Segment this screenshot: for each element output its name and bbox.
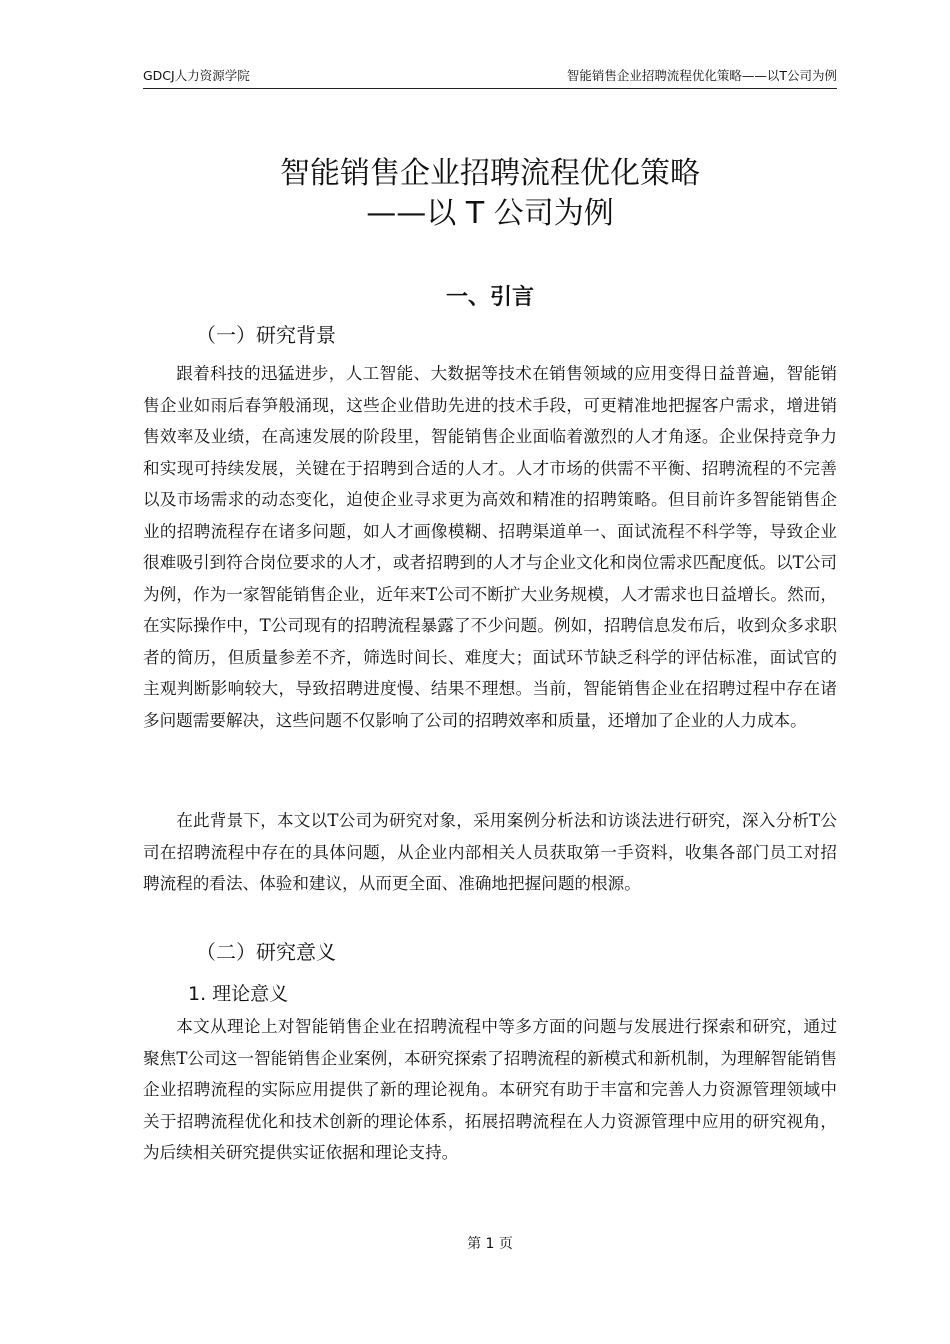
header-institution: GDCJ人力资源学院 <box>143 68 250 83</box>
paragraph-background-1: 跟着科技的迅猛进步，人工智能、大数据等技术在销售领域的应用变得日益普遍，智能销售企业如雨后春笋般涌现，这些企业借助先进的技术手段，可更精准地把握客户需求，增进销售效率及业绩，在高速发展的阶段里，智能销售企业面临着激烈的人才角逐。企业保持竞争力和实现可持续发展，关键在于招聘到合适的人才。人才市场的供需不平衡、招聘流程的不完善以及市场需求的动态变化，迫使企业寻求更为高效和精准的招聘策略。但目前许多智能销售企业的招聘流程存在诸多问题，如人才画像模糊、招聘渠道单一、面试流程不科学等，导致企业很难吸引到符合岗位要求的人才，或者招聘到的人才与企业文化和岗位需求匹配度低。以T公司为例，作为一家智能销售企业，近年来T公司不断扩大业务规模，人才需求也日益增长。然而，在实际操作中，T公司现有的招聘流程暴露了不少问题。例如，招聘信息发布后，收到众多求职者的简历，但质量参差不齐，筛选时间长、难度大；面试环节缺乏科学的评估标准，面试官的主观判断影响较大，导致招聘进度慢、结果不理想。当前，智能销售企业在招聘过程中存在诸多问题需要解决，这些问题不仅影响了公司的招聘效率和质量，还增加了企业的人力成本。 <box>143 364 837 730</box>
subheading-research-background: （一）研究背景 <box>196 323 336 347</box>
document-title <box>143 154 837 234</box>
title-line-2: ——以 T 公司为例 <box>366 196 614 231</box>
subsubheading-theoretical-significance: 1. 理论意义 <box>188 983 289 1005</box>
page-number: 第 1 页 <box>467 1236 513 1252</box>
paragraph-background-2: 在此背景下，本文以T公司为研究对象，采用案例分析法和访谈法进行研究，深入分析T公司在招聘流程中存在的具体问题，从企业内部相关人员获取第一手资料，收集各部门员工对招聘流程的看法、体验和建议，从而更全面、准确地把握问题的根源。 <box>143 811 837 893</box>
paragraph-theoretical-significance: 本文从理论上对智能销售企业在招聘流程中等多方面的问题与发展进行探索和研究，通过聚焦T公司这一智能销售企业案例，本研究探索了招聘流程的新模式和新机制，为理解智能销售企业招聘流程的实际应用提供了新的理论视角。本研究有助于丰富和完善人力资源管理领域中关于招聘流程优化和技术创新的理论体系，拓展招聘流程在人力资源管理中应用的研究视角，为后续相关研究提供实证依据和理论支持。 <box>143 1017 837 1162</box>
running-header <box>143 66 837 89</box>
header-running-title: 智能销售企业招聘流程优化策略——以T公司为例 <box>566 68 837 83</box>
section-heading-introduction: 一、引言 <box>445 285 534 310</box>
title-line-1: 智能销售企业招聘流程优化策略 <box>280 156 700 191</box>
subheading-research-significance: （二）研究意义 <box>196 940 336 964</box>
